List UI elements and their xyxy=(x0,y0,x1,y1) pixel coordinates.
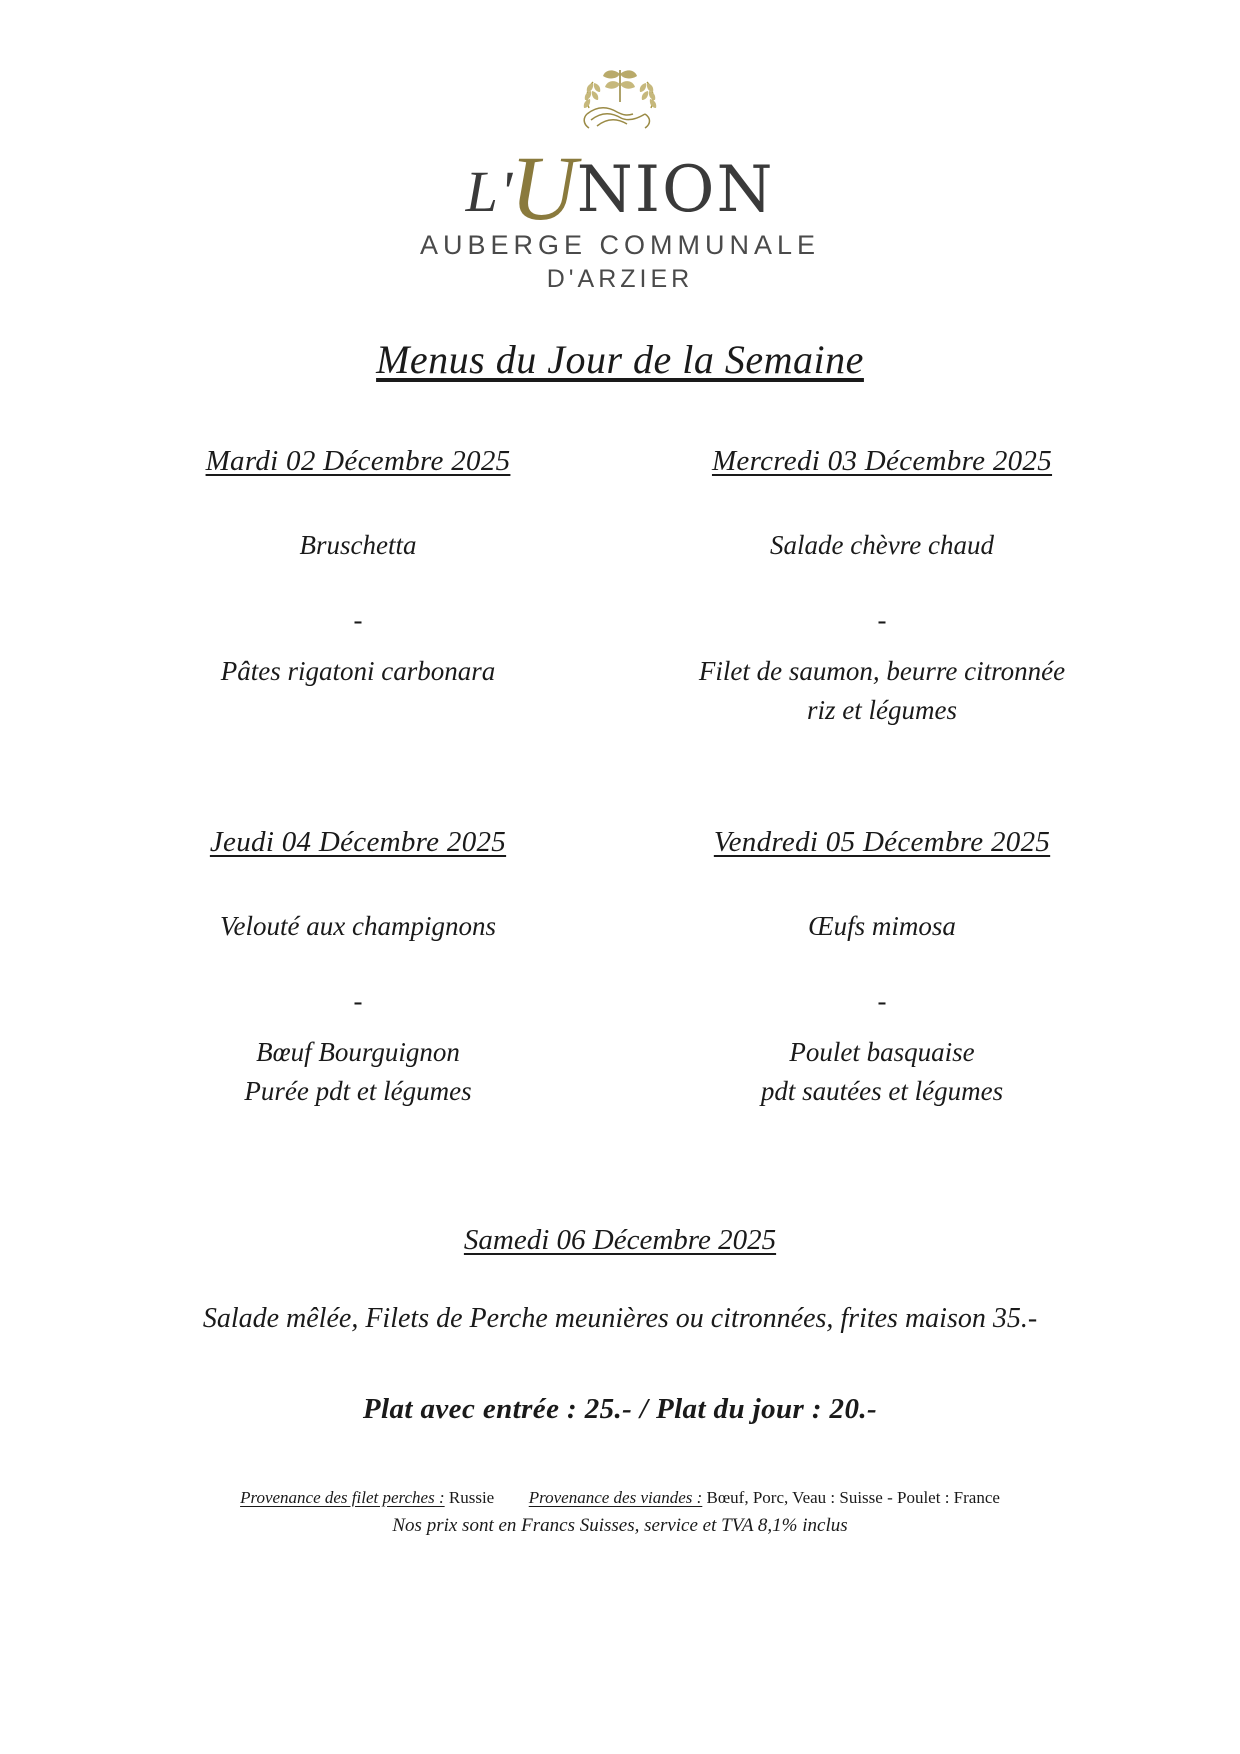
day-main-line-2: riz et légumes xyxy=(807,695,957,726)
meat-origin-value: Bœuf, Porc, Veau : Suisse - Poulet : France xyxy=(706,1487,1000,1507)
day-separator: - xyxy=(353,605,363,635)
day-menu-thursday xyxy=(96,826,620,1111)
day-starter: Œufs mimosa xyxy=(808,911,956,942)
day-main-line-1: Pâtes rigatoni carbonara xyxy=(220,656,496,686)
page-title: Menus du Jour de la Semaine xyxy=(376,337,864,382)
logo-subtitle-2: D'ARZIER xyxy=(546,265,694,293)
logo-word-rest: NION xyxy=(576,153,775,227)
price-summary: Plat avec entrée : 25.- / Plat du jour : 20.- xyxy=(362,1392,878,1425)
day-menu-wednesday xyxy=(620,445,1144,730)
saturday-description: Salade mêlée, Filets de Perche meunières ou citronnées, frites maison 35.- xyxy=(202,1302,1038,1334)
perch-origin-label: Provenance des filet perches : xyxy=(240,1487,445,1507)
weekday-menus-grid xyxy=(96,445,1144,1112)
day-heading: Mercredi 03 Décembre 2025 xyxy=(711,445,1053,477)
footer-notes xyxy=(96,1488,1144,1537)
day-main-line-1: Bœuf Bourguignon xyxy=(256,1037,460,1068)
meat-origin-label: Provenance des viandes : xyxy=(528,1487,703,1507)
price-note: Nos prix sont en Francs Suisses, service et TVA 8,1% inclus xyxy=(392,1514,848,1536)
day-heading: Mardi 02 Décembre 2025 xyxy=(205,445,511,477)
day-separator: - xyxy=(877,986,887,1017)
day-starter: Salade chèvre chaud xyxy=(770,530,994,560)
day-main-line-1: Filet de saumon, beurre citronnée xyxy=(698,656,1066,686)
day-heading: Vendredi 05 Décembre 2025 xyxy=(713,826,1051,859)
day-main-course xyxy=(630,1033,1134,1111)
day-main-course xyxy=(106,1033,610,1111)
saturday-heading: Samedi 06 Décembre 2025 xyxy=(463,1223,777,1256)
restaurant-logo xyxy=(96,62,1144,294)
perch-origin-value: Russie xyxy=(448,1487,495,1507)
day-starter: Velouté aux champignons xyxy=(220,911,496,942)
day-menu-friday xyxy=(620,826,1144,1111)
day-main-line-2: Purée pdt et légumes xyxy=(244,1076,472,1107)
provenance-line xyxy=(96,1488,1144,1508)
day-main-line-2: pdt sautées et légumes xyxy=(760,1076,1004,1107)
day-main-course xyxy=(106,652,610,691)
day-separator: - xyxy=(353,986,363,1017)
logo-word-big-letter: U xyxy=(510,137,579,239)
day-menu-saturday xyxy=(96,1224,1144,1426)
day-starter: Bruschetta xyxy=(299,530,417,560)
logo-wordmark xyxy=(96,134,1144,239)
logo-subtitle-1: AUBERGE COMMUNALE xyxy=(419,230,821,260)
day-main-course xyxy=(630,652,1134,730)
day-separator: - xyxy=(877,605,887,635)
day-heading: Jeudi 04 Décembre 2025 xyxy=(209,826,507,859)
logo-word-prefix: L' xyxy=(465,159,515,224)
day-main-line-1: Poulet basquaise xyxy=(789,1037,975,1068)
wheat-and-hands-icon xyxy=(545,62,695,142)
day-menu-tuesday xyxy=(96,445,620,730)
